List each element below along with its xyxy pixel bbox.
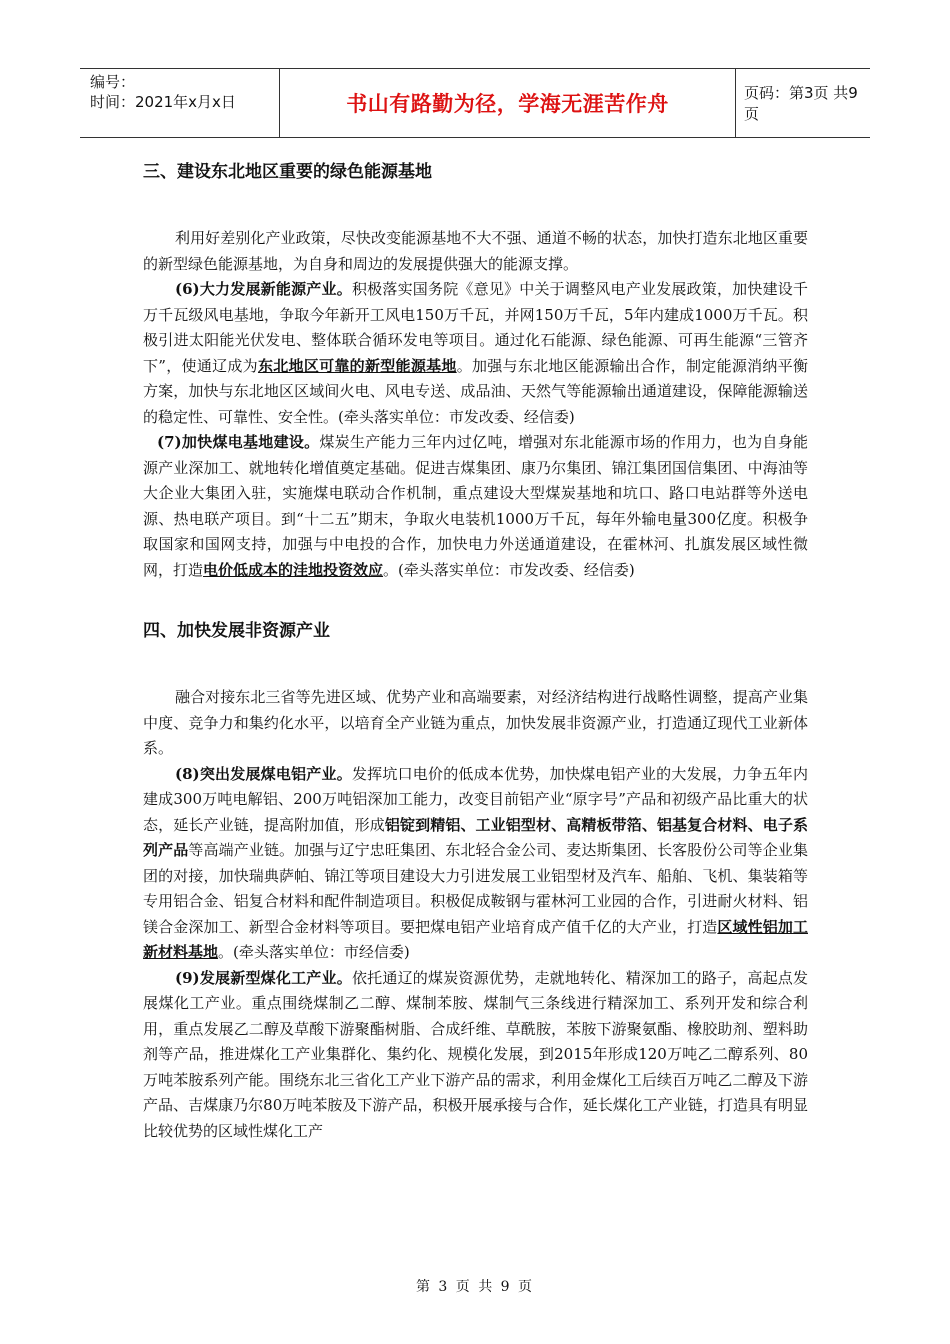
document-body [143, 152, 808, 1144]
header-page-label: 页码：第3页 共9页 [744, 84, 858, 123]
paragraph-7-lead: (7)加快煤电基地建设。 [157, 433, 320, 451]
paragraph-6 [143, 277, 808, 430]
paragraph-8-products: 铝锭到精铝、工业铝型材、高精板带箔、铝基复合材料、电子系列产品 [143, 815, 808, 859]
paragraph-9-text: 依托通辽的煤炭资源优势，走就地转化、精深加工的路子，高起点发展煤化工产业。重点围绕煤制乙二醇、煤制苯胺、煤制气三条线进行精深加工、系列开发和综合利用，重点发展乙二醇及草酸下游聚酯树脂、合成纤维、草酰胺，苯胺下游聚氨酯、橡胶助剂、塑料助剂等产品，推进煤化工产业集群化、集约化、规模化发展，到2015年形成120万吨乙二醇系列、80万吨苯胺系列产能。围绕东北三省化工产业下游产品的需求，利用金煤化工后续百万吨乙二醇及下游产品、吉煤康乃尔80万吨苯胺及下游产品，积极开展承接与合作，延长煤化工产业链，打造具有明显比较优势的区域性煤化工产 [143, 968, 808, 1140]
paragraph-8-text: 发挥坑口电价的低成本优势，加快煤电铝产业的大发展，力争五年内建成300万吨电解铝、200万吨铝深加工能力，改变目前铝产业“原字号”产品和初级产品比重大的状态，延长产业链，提高附加值，形成 [143, 764, 808, 834]
page-header [80, 68, 870, 138]
paragraph-6-text-end: 。加强与东北地区能源输出合作，制定能源消纳平衡方案，加快与东北地区区域间火电、风电专送、成品油、天然气等能源输出通道建设，保障能源输送的稳定性、可靠性、安全性。(牵头落实单位：市发改委、经信委) [143, 356, 808, 426]
document-time-label: 时间：2021年x月x日 [90, 93, 236, 111]
paragraph-6-text: 积极落实国务院《意见》中关于调整风电产业发展政策，加快建设千万千瓦级风电基地，争取今年新开工风电150万千瓦，并网150万千瓦，5年内建成1000万千瓦。积极引进太阳能光伏发电、整体联合循环发电等项目。通过化石能源、绿色能源、可再生能源“三管齐下”，使通辽成为 [143, 280, 808, 375]
paragraph-7-text-end: 。(牵头落实单位：市发改委、经信委) [383, 560, 635, 579]
section-4-heading: 四、加快发展非资源产业 [143, 621, 330, 641]
paragraph-8 [143, 762, 808, 966]
paragraph-6-lead: (6)大力发展新能源产业。 [175, 280, 352, 298]
paragraph-8-text-end: 。(牵头落实单位：市经信委) [218, 943, 410, 961]
paragraph-7 [143, 430, 808, 583]
section-4-intro: 融合对接东北三省等先进区域、优势产业和高端要素，对经济结构进行战略性调整，提高产业集中度、竞争力和集约化水平，以培育全产业链为重点，加快发展非资源产业，打造通辽现代工业新体系。 [143, 688, 808, 757]
section-3-heading: 三、建设东北地区重要的绿色能源基地 [143, 162, 432, 182]
section-3-intro: 利用好差别化产业政策，尽快改变能源基地不大不强、通道不畅的状态，加快打造东北地区重要的新型绿色能源基地，为自身和周边的发展提供强大的能源支撑。 [143, 229, 808, 273]
paragraph-8-lead: (8)突出发展煤电铝产业。 [175, 764, 352, 783]
paragraph-9-lead: (9)发展新型煤化工产业。 [175, 968, 352, 987]
paragraph-7-highlight: 电价低成本的洼地投资效应 [203, 560, 384, 579]
paragraph-9 [143, 966, 808, 1145]
paragraph-6-highlight: 东北地区可靠的新型能源基地 [257, 356, 457, 375]
paragraph-8-text-mid: 等高端产业链。加强与辽宁忠旺集团、东北轻合金公司、麦达斯集团、长客股份公司等企业集团的对接，加快瑞典萨帕、锦江等项目建设大力引进发展工业铝型材及汽车、船舶、飞机、集装箱等专用铝合金、铝复合材料和配件制造项目。积极促成鞍钢与霍林河工业园的合作，引进耐火材料、铝镁合金深加工、新型合金材料等项目。要把煤电铝产业培育成产值千亿的大产业，打造 [143, 841, 808, 936]
document-number-label: 编号： [90, 73, 136, 91]
header-motto: 书山有路勤为径，学海无涯苦作舟 [280, 69, 736, 137]
header-meta [80, 69, 280, 137]
paragraph-7-text: 煤炭生产能力三年内过亿吨，增强对东北能源市场的作用力，也为自身能源产业深加工、就地转化增值奠定基础。促进吉煤集团、康乃尔集团、锦江集团国信集团、中海油等大企业大集团入驻，实施煤电联动合作机制，重点建设大型煤炭基地和坑口、路口电站群等外送电源、热电联产项目。到“十二五”期末，争取火电装机1000万千瓦，每年外输电量300亿度。积极争取国家和国网支持，加强与中电投的合作，加快电力外送通道建设，在霍林河、扎旗发展区域性微网，打造 [143, 433, 808, 579]
page-footer: 第 3 页 共 9 页 [415, 1279, 535, 1295]
paragraph-8-highlight: 区域性铝加工新材料基地 [143, 917, 808, 961]
